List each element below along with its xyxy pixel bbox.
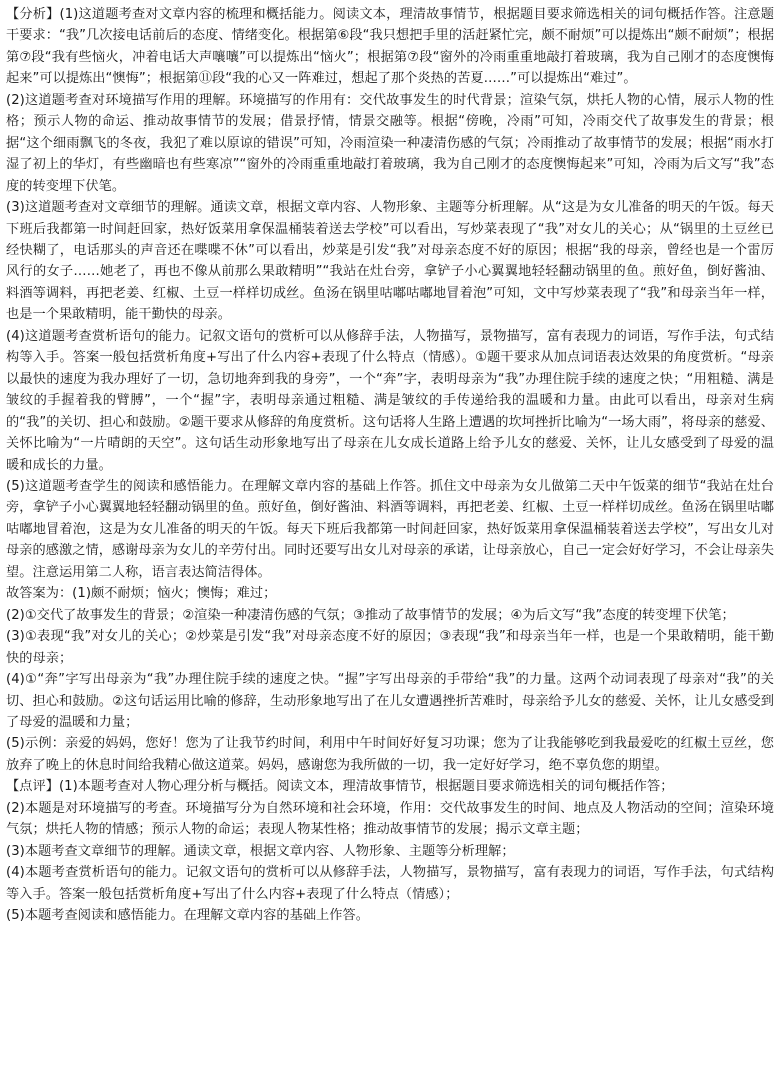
comment-part-5: (5)本题考查阅读和感悟能力。在理解文章内容的基础上作答。	[6, 908, 370, 924]
comment-part-4: (4)本题考查赏析语句的能力。记叙文语句的赏析可以从修辞手法，人物描写，景物描写，富有表现力的词语，写作手法，句式结构等入手。答案一般包括赏析角度+写出了什么内容+表现了什么特点（情感）；	[6, 865, 774, 902]
answer-part-1: 故答案为：(1)颇不耐烦；恼火；懊悔；难过；	[6, 586, 277, 602]
analysis-part-3: (3)这道题考查对文章细节的理解。通读文章，根据文章内容、人物形象、主题等分析理解。从“这是为女儿准备的明天的午饭。每天下班后我都第一时间赶回家，热好饭菜用拿保温桶装着送去学校”可以看出，写炒菜表现了“我”对女儿的关心；从“锅里的土豆丝已经快糊了，电话那头的声音还在喋喋不休”可以看出，炒菜是引发“我”对母亲态度不好的原因；根据“我的母亲，曾经也是一个雷厉风行的女子……她老了，再也不像从前那么果敢精明”“我站在灶台旁，拿铲子小心翼翼地轻轻翻动锅里的鱼。煎好鱼，倒好酱油、料酒等调料，再把老姜、红椒、土豆一样样切成丝。鱼汤在锅里咕嘟咕嘟地冒着泡”可知，文中写炒菜表现了“我”和母亲当年一样，也是一个果敢精明，能干勤快的母亲。	[6, 200, 774, 323]
comment-part-1: 【点评】(1)本题考查对人物心理分析与概括。阅读文本，理清故事情节，根据题目要求筛选相关的词句概括作答；	[6, 779, 674, 795]
comment-part-3: (3)本题考查文章细节的理解。通读文章，根据文章内容、人物形象、主题等分析理解；	[6, 843, 515, 859]
analysis-part-2: (2)这道题考查对环境描写作用的理解。环境描写的作用有：交代故事发生的时代背景；渲染气氛，烘托人物的心情，展示人物的性格；预示人物的命运、推动故事情节的发展；借景抒情，情景交融等。根据“傍晚，冷雨”可知，冷雨交代了故事发生的背景；根据“这个细雨飘飞的冬夜，我犯了难以原谅的错误”可知，冷雨渲染一种凄清伤感的气氛；冷雨推动了故事情节的发展；根据“雨水打湿了初上的华灯，有些幽暗也有些寒凉”“窗外的冷雨重重地敲打着玻璃，我为自己刚才的态度懊悔起来”可知，冷雨为后文写“我”态度的转变埋下伏笔。	[6, 92, 774, 194]
analysis-part-5: (5)这道题考查学生的阅读和感悟能力。在理解文章内容的基础上作答。抓住文中母亲为女儿做第二天中午饭菜的细节“我站在灶台旁，拿铲子小心翼翼地轻轻翻动锅里的鱼。煎好鱼，倒好酱油、料酒等调料，再把老姜、红椒、土豆一样样切成丝。鱼汤在锅里咕嘟咕嘟地冒着泡，这是为女儿准备的明天的午饭。每天下班后我都第一时间赶回家，热好饭菜用拿保温桶装着送去学校”，写出女儿对母亲的感激之情，感谢母亲为女儿的辛劳付出。同时还要写出女儿对母亲的承诺，让母亲放心，自己一定会好好学习，不会让母亲失望。注意运用第二人称，语言表达简洁得体。	[6, 478, 774, 580]
analysis-part-1: 【分析】(1)这道题考查对文章内容的梳理和概括能力。阅读文本，理清故事情节，根据题目要求筛选相关的词句概括作答。注意题干要求：“我”几次接电话前后的态度、情绪变化。根据第⑥段“我只想把手里的活赶紧忙完，颇不耐烦”可以提炼出“颇不耐烦”；根据第⑦段“我有些恼火，冲着电话大声嚷嚷”可以提炼出“恼火”；根据第⑦段“窗外的冷雨重重地敲打着玻璃，我为自己刚才的态度懊悔起来”可以提炼出“懊悔”；根据第⑪段“我的心又一阵难过，想起了那个炎热的苦夏……”可以提炼出“难过”。	[6, 7, 774, 87]
answer-part-5: (5)示例：亲爱的妈妈，您好！您为了让我节约时间，利用中午时间好好复习功课；您为了让我能够吃到我最爱吃的红椒土豆丝，您放弃了晚上的休息时间给我精心做这道菜。妈妈，感谢您为我所做的一切，我一定好好学习，绝不辜负您的期望。	[6, 736, 774, 773]
analysis-part-4: (4)这道题考查赏析语句的能力。记叙文语句的赏析可以从修辞手法，人物描写，景物描写，富有表现力的词语，写作手法，句式结构等入手。答案一般包括赏析角度+写出了什么内容+表现了什么特点（情感）。①题干要求从加点词语表达效果的角度赏析。“母亲以最快的速度为我办理好了一切，急切地奔到我的身旁”，一个“奔”字，表明母亲为“我”办理住院手续的速度之快；“用粗糙、满是皱纹的手握着我的臂膊”，一个“握”字，表明母亲通过粗糙、满是皱纹的手传递给我的温暖和力量。由此可以看出，母亲对生病的“我”的关切、担心和鼓励。②题干要求从修辞的角度赏析。这句话将人生路上遭遇的坎坷挫折比喻为“一场大雨”，将母亲的慈爱、关怀比喻为“一片晴朗的天空”。这句话生动形象地写出了母亲在儿女成长道路上给予儿女的慈爱、关怀，让儿女感受到了母爱的温暖和成长的力量。	[6, 328, 774, 473]
answer-part-2: (2)①交代了故事发生的背景；②渲染一种凄清伤感的气氛；③推动了故事情节的发展；④为后文写“我”态度的转变埋下伏笔；	[6, 607, 735, 623]
answer-part-3: (3)①表现“我”对女儿的关心；②炒菜是引发“我”对母亲态度不好的原因；③表现“我”和母亲当年一样，也是一个果敢精明，能干勤快的母亲；	[6, 629, 774, 666]
answer-part-4: (4)①“奔”字写出母亲为“我”办理住院手续的速度之快。“握”字写出母亲的手带给“我”的力量。这两个动词表现了母亲对“我”的关切、担心和鼓励。②这句话运用比喻的修辞，生动形象地写出了在儿女遭遇挫折苦难时，母亲给予儿女的慈爱、关怀，让儿女感受到了母爱的温暖和力量；	[6, 672, 774, 730]
comment-part-2: (2)本题是对环境描写的考查。环境描写分为自然环境和社会环境，作用：交代故事发生的时间、地点及人物活动的空间；渲染环境气氛；烘托人物的情感；预示人物的命运；表现人物某性格；推动故事情节的发展；揭示文章主题；	[6, 800, 774, 838]
